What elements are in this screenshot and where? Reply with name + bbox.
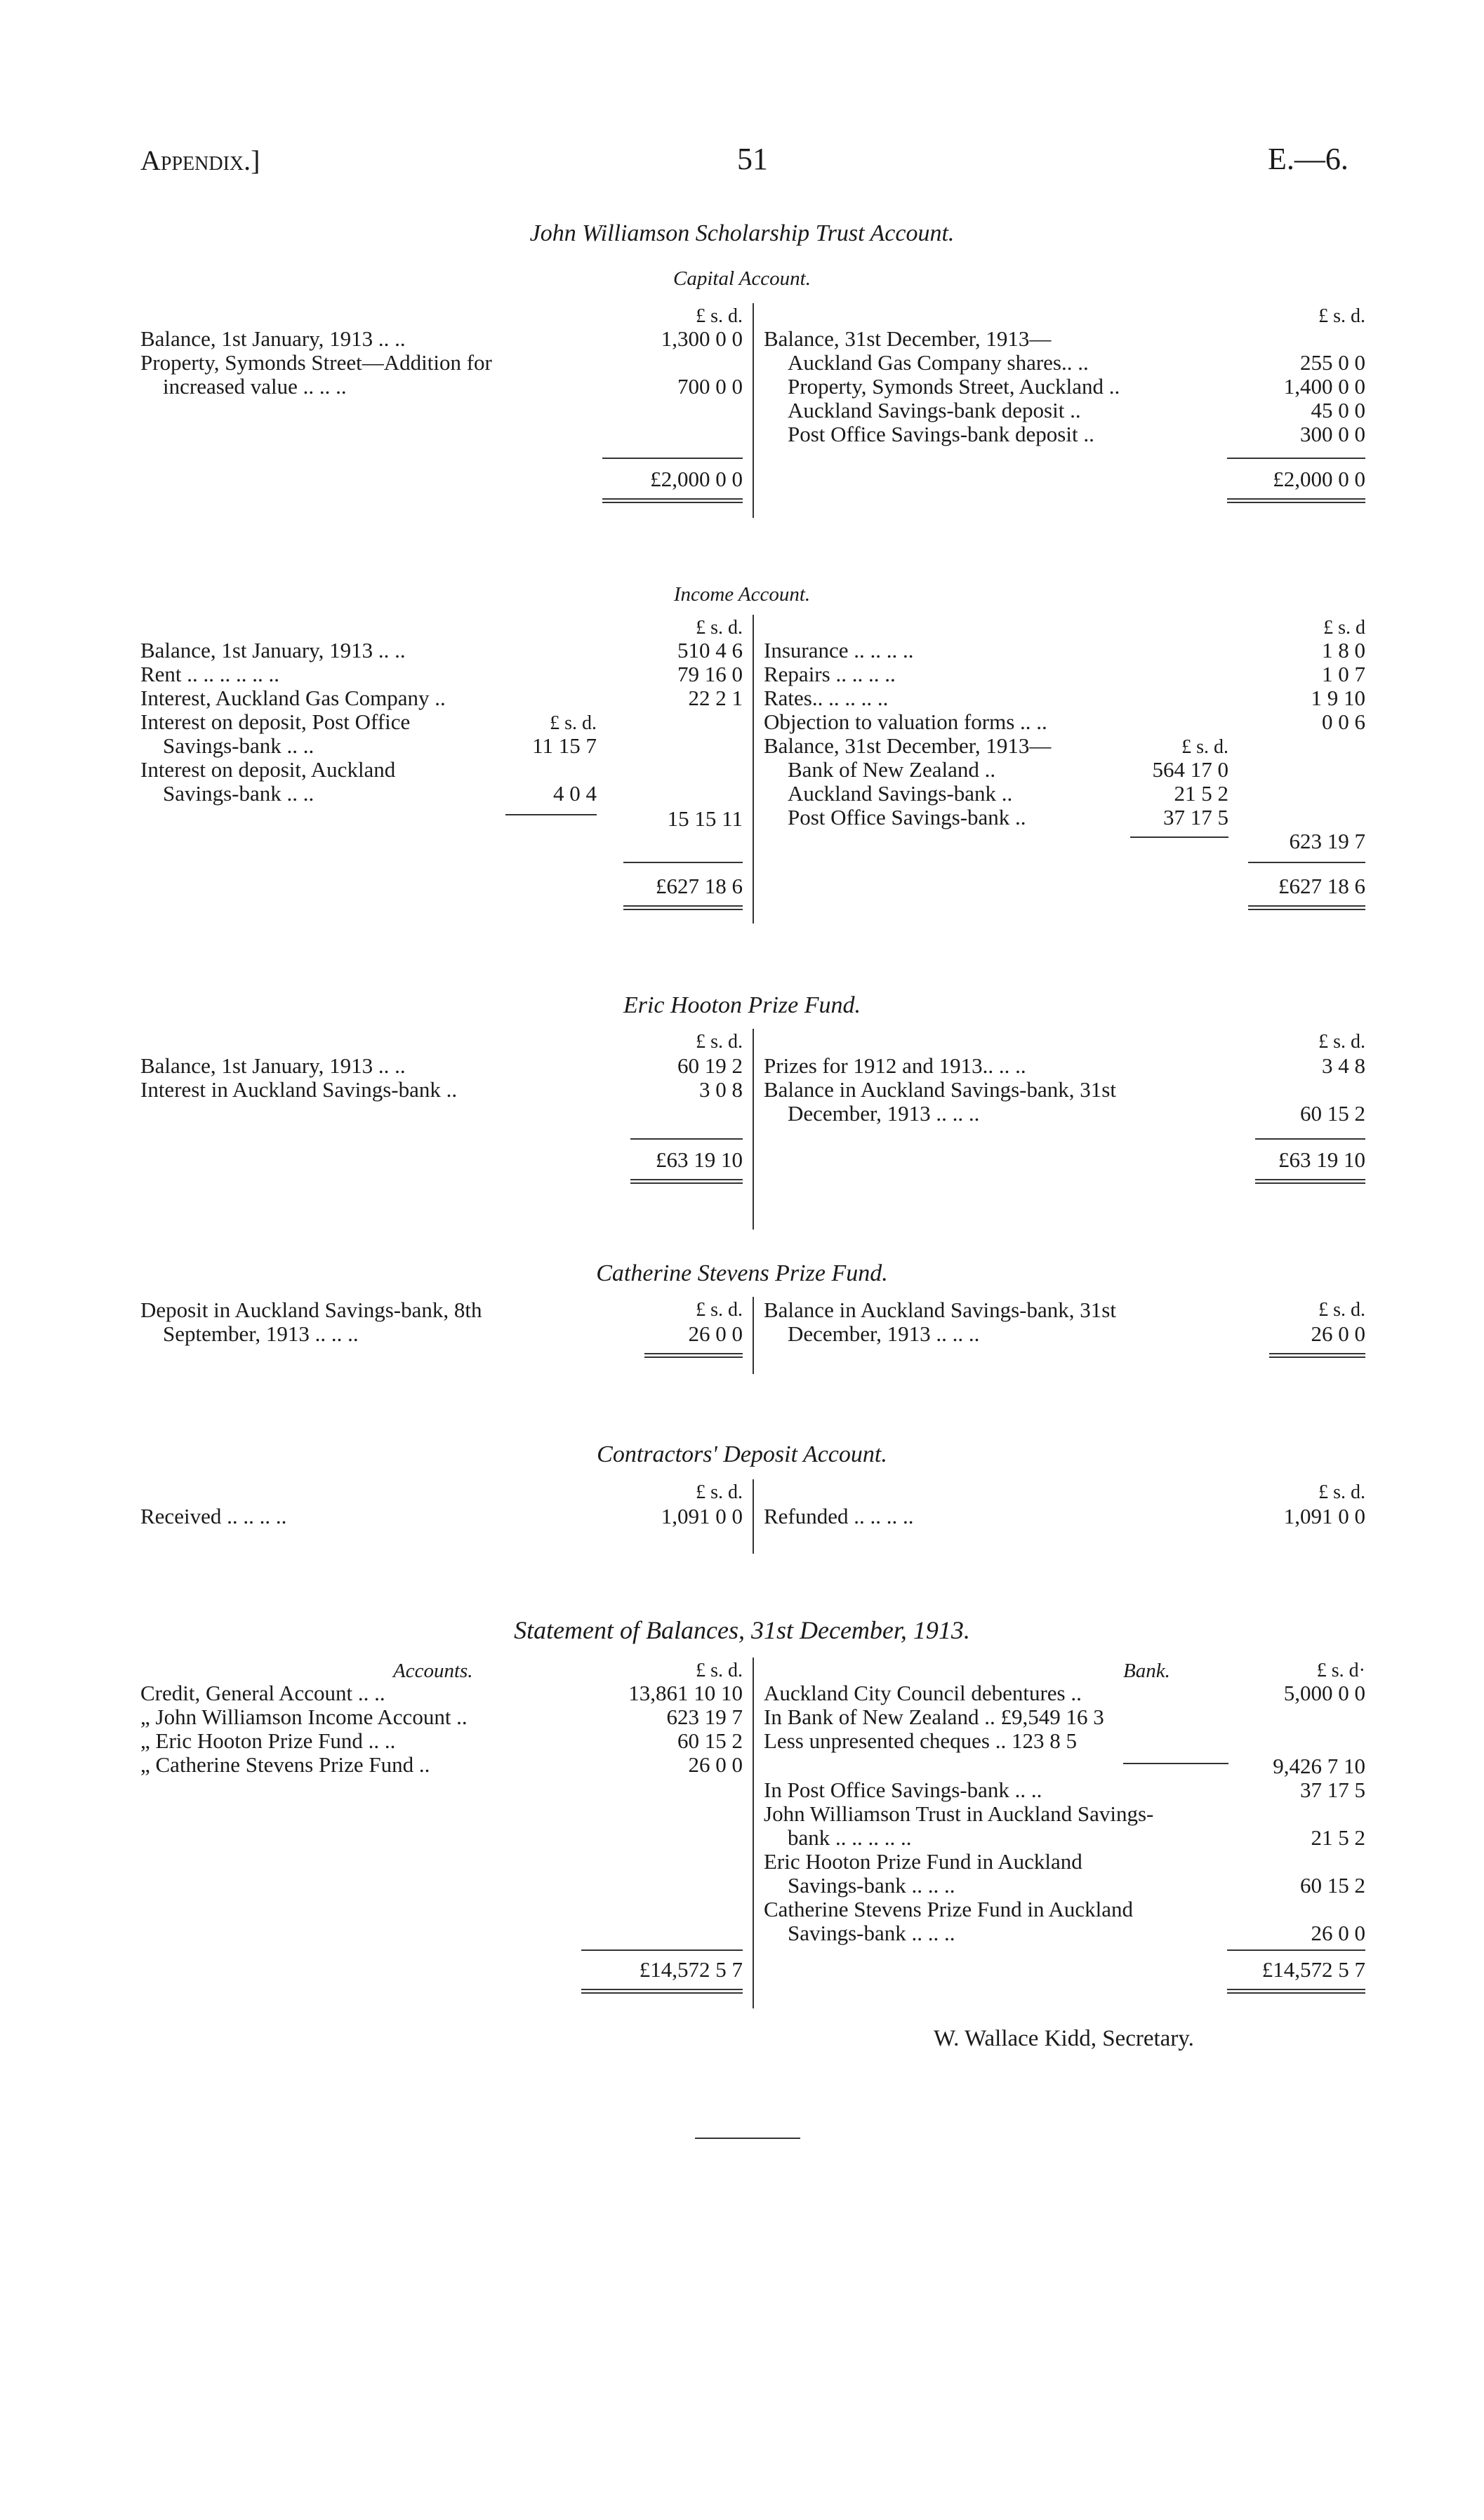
hooton-currency-left: £ s. d. (696, 1031, 743, 1053)
stevens-double-rule-right (1269, 1353, 1365, 1358)
balances-title: Statement of Balances, 31st December, 1913. (514, 1616, 970, 1644)
contractors-divider (753, 1479, 754, 1554)
williamson-title: John Williamson Scholarship Trust Account. (529, 220, 955, 246)
header-appendix: Appendix.] (140, 145, 260, 176)
stevens-currency-left: £ s. d. (696, 1299, 743, 1321)
income-right-label-4: Balance, 31st December, 1913— (764, 733, 1052, 758)
income-left-amount-2: 22 2 1 (688, 686, 743, 710)
income-right-amount-0: 1 8 0 (1322, 638, 1365, 662)
capital-currency-left: £ s. d. (696, 305, 743, 327)
capital-total-left: £2,000 0 0 (650, 467, 743, 491)
hooton-right-label-2: December, 1913 .. .. .. (788, 1101, 980, 1126)
stevens-title: Catherine Stevens Prize Fund. (596, 1260, 888, 1286)
balances-right-label-5: John Williamson Trust in Auckland Savings- (764, 1801, 1154, 1826)
balances-rule-right (1227, 1949, 1365, 1951)
capital-right-label-4: Post Office Savings-bank deposit .. (788, 422, 1094, 446)
stevens-currency-right: £ s. d. (1318, 1299, 1365, 1321)
balances-right-amount-8: 60 15 2 (1300, 1873, 1365, 1898)
balances-right-label-4: In Post Office Savings-bank .. .. (764, 1778, 1042, 1802)
stevens-left-amount-1: 26 0 0 (688, 1321, 743, 1346)
balances-double-rule-right (1227, 1989, 1365, 1994)
contractors-title: Contractors' Deposit Account. (597, 1441, 887, 1467)
stevens-divider (753, 1297, 754, 1374)
contractors-left-amount-0: 1,091 0 0 (661, 1504, 743, 1528)
income-left-label-2: Interest, Auckland Gas Company .. (140, 686, 446, 710)
income-rule-right (1248, 862, 1365, 863)
stevens-left-label-1: September, 1913 .. .. .. (163, 1321, 359, 1346)
balances-right-label-2: Less unpresented cheques .. 123 8 5 (764, 1728, 1077, 1753)
balances-left-amount-0: 13,861 10 10 (628, 1681, 743, 1705)
hooton-right-amount-0: 3 4 8 (1322, 1053, 1365, 1078)
hooton-left-amount-0: 60 19 2 (677, 1053, 743, 1078)
income-right-label-3: Objection to valuation forms .. .. (764, 709, 1047, 734)
contractors-left-label-0: Received .. .. .. .. (140, 1504, 287, 1528)
hooton-title: Eric Hooton Prize Fund. (623, 992, 861, 1018)
capital-right-amount-3: 45 0 0 (1311, 398, 1365, 422)
income-right-label-1: Repairs .. .. .. .. (764, 662, 896, 686)
income-left-label-4: Savings-bank .. .. (163, 733, 314, 758)
contractors-currency-right: £ s. d. (1318, 1481, 1365, 1503)
income-right-sub-6: 21 5 2 (1174, 781, 1228, 806)
hooton-divider (753, 1029, 754, 1229)
hooton-total-left: £63 19 10 (656, 1147, 743, 1172)
income-left-label-1: Rent .. .. .. .. .. .. (140, 662, 280, 686)
capital-right-amount-2: 1,400 0 0 (1283, 374, 1365, 399)
balances-accounts-head: Accounts. (393, 1660, 473, 1682)
balances-left-amount-1: 623 19 7 (666, 1705, 743, 1729)
capital-left-label-1: Property, Symonds Street—Addition for (140, 350, 492, 375)
balances-right-label-10: Savings-bank .. .. .. (788, 1921, 955, 1945)
hooton-right-label-0: Prizes for 1912 and 1913.. .. .. (764, 1053, 1026, 1078)
income-left-amount-1: 79 16 0 (677, 662, 743, 686)
hooton-double-rule-right (1255, 1179, 1365, 1184)
income-left-label-0: Balance, 1st January, 1913 .. .. (140, 638, 406, 662)
closing-rule (695, 2138, 800, 2139)
secretary-signature: W. Wallace Kidd, Secretary. (934, 2026, 1194, 2051)
income-left-amount-0: 510 4 6 (677, 638, 743, 662)
capital-double-rule-right (1227, 498, 1365, 503)
header-reference: E.—6. (1268, 142, 1349, 176)
capital-left-amount-0: 1,300 0 0 (661, 326, 743, 351)
income-double-rule-left (623, 905, 743, 910)
hooton-total-right: £63 19 10 (1278, 1147, 1365, 1172)
capital-right-label-1: Auckland Gas Company shares.. .. (788, 350, 1089, 375)
balances-divider (753, 1658, 754, 2008)
capital-right-amount-1: 255 0 0 (1300, 350, 1365, 375)
balances-right-amount-0: 5,000 0 0 (1283, 1681, 1365, 1705)
balances-double-rule-left (581, 1989, 743, 1994)
balances-right-label-7: Eric Hooton Prize Fund in Auckland (764, 1849, 1082, 1874)
balances-right-label-6: bank .. .. .. .. .. (788, 1825, 912, 1850)
stevens-right-label-1: December, 1913 .. .. .. (788, 1321, 980, 1346)
stevens-right-label-0: Balance in Auckland Savings-bank, 31st (764, 1298, 1116, 1322)
capital-total-right: £2,000 0 0 (1273, 467, 1365, 491)
balances-right-amount-6: 21 5 2 (1311, 1825, 1365, 1850)
hooton-currency-right: £ s. d. (1318, 1031, 1365, 1053)
capital-rule-left (602, 458, 743, 459)
income-right-sub-5: 564 17 0 (1152, 757, 1228, 782)
income-right-sub-7: 37 17 5 (1163, 805, 1228, 829)
balances-right-label-8: Savings-bank .. .. .. (788, 1873, 955, 1898)
income-total-left: £627 18 6 (656, 874, 743, 898)
income-right-amount-8: 623 19 7 (1289, 829, 1365, 853)
income-double-rule-right (1248, 905, 1365, 910)
contractors-currency-left: £ s. d. (696, 1481, 743, 1503)
balances-left-amount-3: 26 0 0 (688, 1752, 743, 1777)
balances-right-label-1: In Bank of New Zealand .. £9,549 16 3 (764, 1705, 1104, 1729)
contractors-right-amount-0: 1,091 0 0 (1283, 1504, 1365, 1528)
balances-left-amount-2: 60 15 2 (677, 1728, 743, 1753)
income-left-sub-6: 4 0 4 (553, 781, 597, 806)
capital-right-label-3: Auckland Savings-bank deposit .. (788, 398, 1081, 422)
income-right-label-2: Rates.. .. .. .. .. (764, 686, 889, 710)
capital-left-amount-2: 700 0 0 (677, 374, 743, 399)
balances-left-label-1: „ John Williamson Income Account .. (140, 1705, 468, 1729)
hooton-left-label-0: Balance, 1st January, 1913 .. .. (140, 1053, 406, 1078)
income-left-sub-4: 11 15 7 (532, 733, 597, 758)
balances-right-amount-4: 37 17 5 (1300, 1778, 1365, 1802)
stevens-double-rule-left (644, 1353, 743, 1358)
balances-rule-left (581, 1949, 743, 1951)
capital-currency-right: £ s. d. (1318, 305, 1365, 327)
hooton-right-amount-2: 60 15 2 (1300, 1101, 1365, 1126)
capital-rule-right (1227, 458, 1365, 459)
income-currency-left: £ s. d. (696, 617, 743, 639)
income-left-label-3: Interest on deposit, Post Office (140, 709, 411, 734)
income-left-label-5: Interest on deposit, Auckland (140, 757, 396, 782)
income-right-label-5: Bank of New Zealand .. (788, 757, 996, 782)
balances-currency-right: £ s. d· (1316, 1660, 1365, 1681)
income-subtitle: Income Account. (673, 583, 811, 606)
income-right-label-0: Insurance .. .. .. .. (764, 638, 914, 662)
capital-right-label-0: Balance, 31st December, 1913— (764, 326, 1052, 351)
capital-right-label-2: Property, Symonds Street, Auckland .. (788, 374, 1120, 399)
income-right-amount-2: 1 9 10 (1311, 686, 1365, 710)
stevens-right-amount-1: 26 0 0 (1311, 1321, 1365, 1346)
income-currency-right: £ s. d (1323, 617, 1365, 639)
hooton-left-amount-1: 3 0 8 (699, 1077, 743, 1102)
hooton-double-rule-left (630, 1179, 743, 1184)
income-left-sub-3: £ s. d. (550, 712, 597, 734)
balances-total-left: £14,572 5 7 (639, 1957, 743, 1982)
hooton-rule-right (1255, 1138, 1365, 1140)
income-right-sub-4: £ s. d. (1181, 736, 1228, 758)
capital-subtitle: Capital Account. (673, 267, 811, 290)
income-left-amount-7: 15 15 11 (667, 806, 743, 831)
capital-double-rule-left (602, 498, 743, 503)
balances-total-right: £14,572 5 7 (1261, 1957, 1365, 1982)
capital-divider (753, 303, 754, 518)
income-total-right: £627 18 6 (1278, 874, 1365, 898)
balances-left-label-2: „ Eric Hooton Prize Fund .. .. (140, 1728, 396, 1753)
page-number: 51 (737, 142, 768, 176)
income-right-amount-1: 1 0 7 (1322, 662, 1365, 686)
balances-currency-left: £ s. d. (696, 1660, 743, 1681)
income-right-label-6: Auckland Savings-bank .. (788, 781, 1013, 806)
income-left-label-6: Savings-bank .. .. (163, 781, 314, 806)
balances-left-label-3: „ Catherine Stevens Prize Fund .. (140, 1752, 430, 1777)
balances-right-label-0: Auckland City Council debentures .. (764, 1681, 1082, 1705)
balances-right-amount-3: 9,426 7 10 (1273, 1754, 1365, 1778)
capital-left-label-0: Balance, 1st January, 1913 .. .. (140, 326, 406, 351)
income-right-amount-3: 0 0 6 (1322, 709, 1365, 734)
capital-right-amount-4: 300 0 0 (1300, 422, 1365, 446)
balances-bank-head: Bank. (1123, 1660, 1170, 1682)
capital-left-label-2: increased value .. .. .. (163, 374, 347, 399)
hooton-left-label-1: Interest in Auckland Savings-bank .. (140, 1077, 458, 1102)
stevens-left-label-0: Deposit in Auckland Savings-bank, 8th (140, 1298, 482, 1322)
income-rule-left (623, 862, 743, 863)
hooton-rule-left (630, 1138, 743, 1140)
income-divider (753, 615, 754, 924)
income-right-label-7: Post Office Savings-bank .. (788, 805, 1026, 829)
balances-right-amount-10: 26 0 0 (1311, 1921, 1365, 1945)
hooton-right-label-1: Balance in Auckland Savings-bank, 31st (764, 1077, 1116, 1102)
contractors-right-label-0: Refunded .. .. .. .. (764, 1504, 914, 1528)
balances-left-label-0: Credit, General Account .. .. (140, 1681, 385, 1705)
balances-right-label-9: Catherine Stevens Prize Fund in Auckland (764, 1897, 1134, 1921)
